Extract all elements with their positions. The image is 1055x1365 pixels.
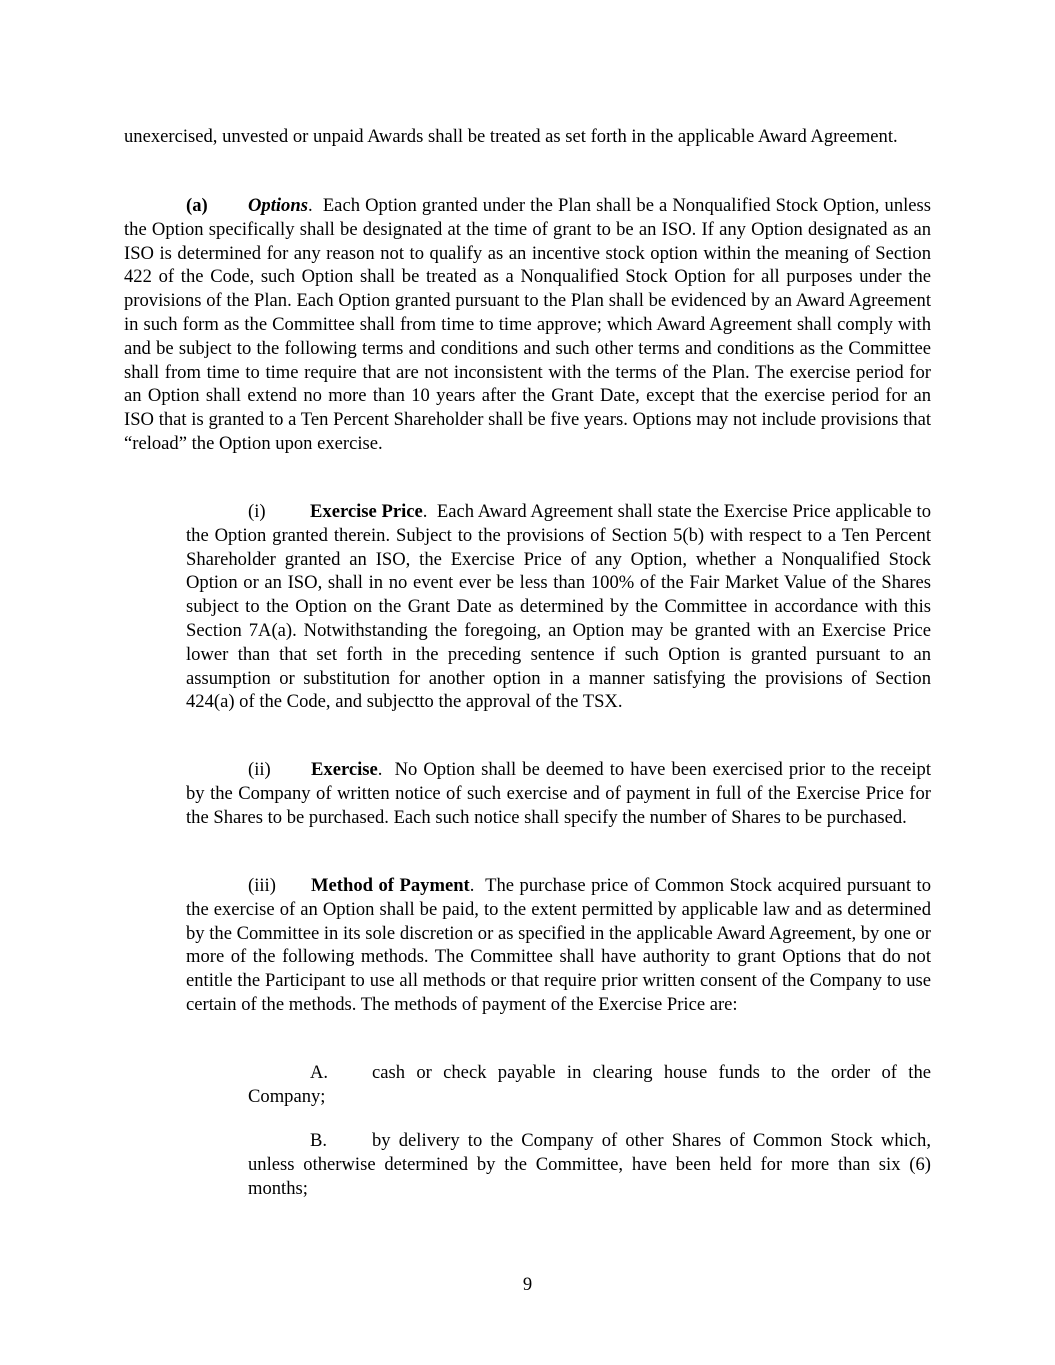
item-ii-text: No Option shall be deemed to have been exercised prior to the receipt by the Company of written notice of such exercise and of payment in full of the Exercise Price for the Shares to be purchased. Each such notice shall specify the number of Shares to be purchased.	[186, 759, 931, 828]
section-a-heading-punct: .	[307, 195, 313, 216]
item-iii-number: (iii)	[248, 875, 276, 896]
section-a-text: Each Option granted under the Plan shall be a Nonqualified Stock Option, unless the Option specifically shall be designated at the time of grant to be an ISO. If any Option designated as an ISO is determined for any reason not to qualify as an incentive stock option within the meaning of Section 422 of the Code, such Option shall be treated as a Nonqualified Stock Option for all purposes under the provisions of the Plan. Each Option granted pursuant to the Plan shall be evidenced by an Award Agreement in such form as the Committee shall from time to time approve; which Award Agreement shall comply with and be subject to the following terms and conditions and such other terms and conditions as the Committee shall from time to time require that are not inconsistent with the terms of the Plan. The exercise period for an Option shall extend no more than 10 years after the Grant Date, except that the exercise period for an ISO that is granted to a Ten Percent Shareholder shall be five years. Options may not include provisions that “reload” the Option upon exercise.	[124, 195, 932, 454]
method-a-letter: A.	[310, 1062, 329, 1083]
method-a-paragraph	[248, 1061, 931, 1109]
method-a-text: cash or check payable in clearing house funds to the order of the Company;	[248, 1062, 931, 1107]
section-a-number: (a)	[186, 195, 208, 216]
item-i-heading: Exercise Price	[310, 501, 423, 522]
item-ii-paragraph	[186, 758, 931, 829]
item-i-paragraph	[186, 500, 931, 714]
section-a-paragraph	[124, 194, 931, 456]
method-b-letter: B.	[310, 1130, 328, 1151]
item-ii-heading: Exercise	[311, 759, 378, 780]
item-i-number: (i)	[248, 501, 266, 522]
continuation-paragraph: unexercised, unvested or unpaid Awards shall be treated as set forth in the applicable Award Agreement.	[124, 126, 898, 147]
item-i-text: Each Award Agreement shall state the Exercise Price applicable to the Option granted therein. Subject to the provisions of Section 5(b) with respect to a Ten Percent Shareholder granted an ISO, the Exercise Price of any Option, whether a Nonqualified Stock Option or an ISO, shall in no event ever be less than 100% of the Fair Market Value of the Shares subject to the Option on the Grant Date as determined by the Committee in accordance with this Section 7A(a). Notwithstanding the foregoing, an Option may be granted with an Exercise Price lower than that set forth in the preceding sentence if such Option is granted pursuant to an assumption or substitution for another option in a manner satisfying the provisions of Section 424(a) of the Code, and subjectto the approval of the TSX.	[186, 501, 931, 713]
method-b-paragraph	[248, 1129, 931, 1200]
item-ii-number: (ii)	[248, 759, 271, 780]
item-i-heading-punct: .	[422, 501, 428, 522]
item-iii-heading-punct: .	[469, 875, 475, 896]
item-iii-text: The purchase price of Common Stock acquired pursuant to the exercise of an Option shall be paid, to the extent permitted by applicable law and as determined by the Committee in its sole discretion or as specified in the applicable Award Agreement, by one or more of the following methods. The Committee shall have authority to grant Options that do not entitle the Participant to use all methods or that require prior written consent of the Company to use certain of the methods. The methods of payment of the Exercise Price are:	[186, 875, 931, 1015]
item-iii-paragraph	[186, 874, 931, 1017]
method-b-text: by delivery to the Company of other Shares of Common Stock which, unless otherwise determined by the Committee, have been held for more than six (6) months;	[248, 1130, 931, 1199]
item-iii-heading: Method of Payment	[311, 875, 470, 896]
page-number: 9	[522, 1274, 533, 1295]
item-ii-heading-punct: .	[377, 759, 383, 780]
section-a-heading: Options	[248, 195, 308, 216]
